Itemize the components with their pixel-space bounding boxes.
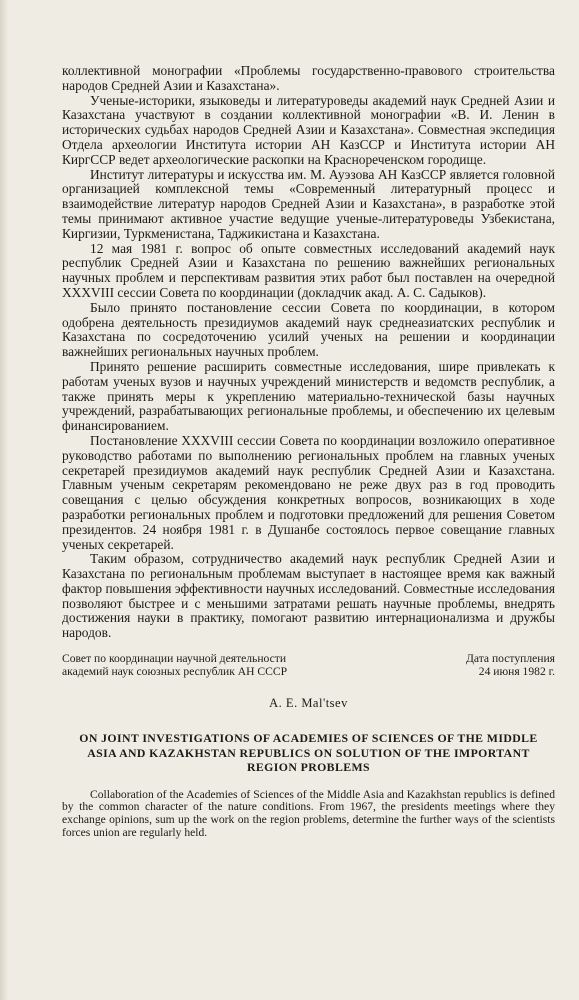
article-signature: [62, 652, 555, 678]
article-body: [62, 64, 555, 641]
organization-affiliation: [62, 652, 362, 678]
organization-line: академий наук союзных республик АН СССР: [62, 665, 288, 679]
paragraph: Институт литературы и искусства им. М. Ауэзова АН КазССР является головной организацией комплексной темы «Современный литературный процесс и взаимодействие литератур народов Средней Азии и Казахстана», в разработке этой темы принимают активное участие ведущие ученые-литературоведы Узбекистана, Киргизии, Туркменистана, Таджикистана и Казахстана.: [62, 166, 555, 241]
organization-line: Совет по координации научной деятельности: [62, 652, 287, 666]
paragraph: Постановление XXXVIII сессии Совета по координации возложило оперативное руководство работами по выполнению региональных проблем на главных ученых секретарей президиумов академий наук республик Средней Азии и Казахстана. Главным ученым секретарям рекомендовано не реже двух раз в год проводить совещания с целью обсуждения конкретных вопросов, возникающих в ходе разработки региональных проблем и подготовки предложений для решения Советом президентов. 24 ноября 1981 г. в Душанбе состоялось первое совещание главных ученых секретарей.: [62, 432, 555, 552]
summary-title: [62, 731, 555, 775]
summary-title-line: ON JOINT INVESTIGATIONS OF ACADEMIES OF SCIENCES OF THE MIDDLE: [79, 731, 538, 746]
paragraph: 12 мая 1981 г. вопрос об опыте совместных исследований академий наук республик Средней Азии и Казахстана по решению важнейших региональных научных проблем и перспективам развития этих работ был поставлен на очередной XXXVIII сессии Совета по координации (докладчик акад. А. С. Садыков).: [62, 240, 555, 300]
paragraph: Было принято постановление сессии Совета по координации, в котором одобрена деятельность президиумов академий наук среднеазиатских республик и Казахстана по сосредоточению усилий ученых на решении и координации важнейших региональных научных проблем.: [62, 299, 555, 360]
page-edge-shadow: [0, 0, 8, 1000]
paragraph: Принято решение расширить совместные исследования, шире привлекать к работам ученых вузов и научных учреждений министерств и ведомств республик, а также принять меры к укреплению материально-технической базы научных учреждений, разрабатывающих региональные проблемы, и обеспечению их целевым финансированием.: [62, 358, 555, 434]
paragraph: Таким образом, сотрудничество академий наук республик Средней Азии и Казахстана по региональным проблемам выступает в настоящее время как важный фактор повышения эффективности научных исследований. Совместные исследования позволяют быстрее и с меньшими затратами решать научные проблемы, внедрять достижения науки в практику, помогают развитию интернационализма и дружбы народов.: [62, 551, 555, 641]
paragraph: коллективной монографии «Проблемы государственно-правового строительства народов Средней Азии и Казахстана».: [62, 63, 555, 93]
summary-title-line: REGION PROBLEMS: [246, 760, 370, 775]
paragraph: Ученые-историки, языковеды и литературоведы академий наук Средней Азии и Казахстана участвуют в создании коллективной монографии «В. И. Ленин в исторических судьбах народов Средней Азии и Казахстана». Совместная экспедиция Отдела археологии Института истории АН КазССР и Института истории АН КиргССР ведет археологические раскопки на Краснореченском городище.: [62, 92, 555, 167]
received-date: [435, 652, 555, 678]
summary-title-line: ASIA AND KAZAKHSTAN REPUBLICS ON SOLUTION OF THE IMPORTANT: [87, 745, 530, 760]
received-date-value: 24 июня 1982 г.: [478, 665, 555, 679]
summary-author: A. E. Mal'tsev: [269, 696, 348, 711]
received-date-label: Дата поступления: [465, 652, 555, 666]
summary-abstract: Collaboration of the Academies of Sciences of the Middle Asia and Kazakhstan republics is defined by the common character of the nature conditions. From 1967, the presidents meetings where they exchange opinions, sum up the work on the region problems, determine the further ways of the scientists forces union are regularly held.: [62, 787, 555, 839]
